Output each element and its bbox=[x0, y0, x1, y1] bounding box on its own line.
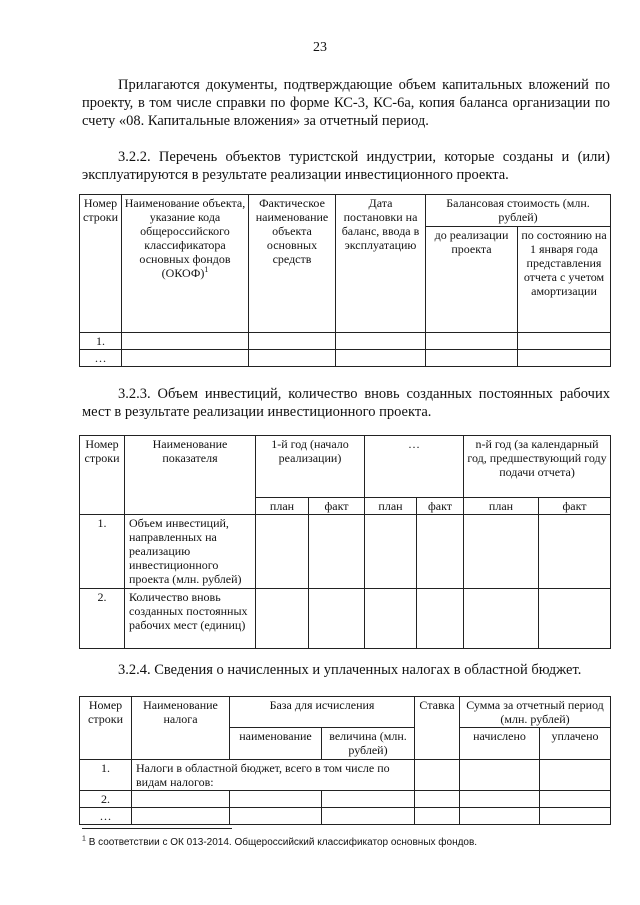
section-322-heading: 3.2.2. Перечень объектов туристской индустрии, которые созданы и (или) эксплуатируются в результате реализации инвестиционного проекта. bbox=[82, 149, 610, 183]
col-intermediate-years: … bbox=[365, 436, 464, 498]
row-number: … bbox=[80, 350, 122, 367]
table-row bbox=[80, 350, 611, 367]
col-tax-name: Наименование налога bbox=[132, 697, 230, 760]
col-base-name: наименование bbox=[230, 728, 322, 760]
col-plan: план bbox=[365, 498, 417, 515]
col-plan: план bbox=[256, 498, 309, 515]
table-row bbox=[80, 791, 611, 808]
page-number: 23 bbox=[313, 40, 327, 55]
row-number: 2. bbox=[80, 791, 132, 808]
row-number: 1. bbox=[80, 515, 125, 589]
col-fact: факт bbox=[309, 498, 365, 515]
col-plan: план bbox=[464, 498, 539, 515]
footnote-reference: 1 bbox=[204, 265, 209, 274]
row-label: Налоги в областной бюджет, всего в том числе по видам налогов: bbox=[132, 760, 415, 791]
col-accrued: начислено bbox=[460, 728, 540, 760]
col-actual-name: Фактическое наименование объекта основных средств bbox=[249, 195, 336, 333]
col-row-number: Номер строки bbox=[80, 436, 125, 515]
taxes-table bbox=[79, 696, 611, 825]
col-year-n: n-й год (за календарный год, предшествующий году подачи отчета) bbox=[464, 436, 611, 498]
footnote-separator bbox=[82, 828, 232, 829]
col-base-value: величина (млн. рублей) bbox=[322, 728, 415, 760]
col-sum: Сумма за отчетный период (млн. рублей) bbox=[460, 697, 611, 728]
row-number: 1. bbox=[80, 760, 132, 791]
row-number: 1. bbox=[80, 333, 122, 350]
col-row-number: Номер строки bbox=[80, 697, 132, 760]
investments-table bbox=[79, 435, 611, 649]
col-year-1: 1-й год (начало реализации) bbox=[256, 436, 365, 498]
col-indicator: Наименование показателя bbox=[125, 436, 256, 515]
row-number: 2. bbox=[80, 589, 125, 649]
col-fact: факт bbox=[417, 498, 464, 515]
col-paid: уплачено bbox=[540, 728, 611, 760]
col-row-number: Номер строки bbox=[80, 195, 122, 333]
footnote-mark: 1 bbox=[82, 835, 86, 843]
col-balance-value: Балансовая стоимость (млн. рублей) bbox=[426, 195, 611, 227]
col-rate: Ставка bbox=[415, 697, 460, 760]
row-label: Количество вновь созданных постоянных рабочих мест (единиц) bbox=[125, 589, 256, 649]
col-object-name: Наименование объекта, указание кода общероссийского классификатора основных фондов (ОКОФ)$^1$ bbox=[122, 195, 249, 333]
table-row bbox=[80, 808, 611, 825]
intro-paragraph: Прилагаются документы, подтверждающие объем капитальных вложений по проекту, в том числе справки по форме КС-3, КС-6а, копия баланса организации по счету «08. Капитальные вложения» за отчетный период. bbox=[82, 77, 610, 129]
col-fact: факт bbox=[539, 498, 611, 515]
row-number: … bbox=[80, 808, 132, 825]
col-base: База для исчисления bbox=[230, 697, 415, 728]
col-balance-date: Дата постановки на баланс, ввода в эксплуатацию bbox=[336, 195, 426, 333]
table-row bbox=[80, 333, 611, 350]
table-row bbox=[80, 515, 611, 589]
col-as-of-january: по состоянию на 1 января года представления отчета с учетом амортизации bbox=[518, 227, 611, 333]
table-row bbox=[80, 589, 611, 649]
section-324-heading: 3.2.4. Сведения о начисленных и уплаченных налогах в областной бюджет. bbox=[118, 662, 582, 678]
col-before-project: до реализации проекта bbox=[426, 227, 518, 333]
footnote: $^1$ В соответствии с ОК 013-2014. Общероссийский классификатор основных фондов. bbox=[82, 835, 478, 848]
row-label: Объем инвестиций, направленных на реализацию инвестиционного проекта (млн. рублей) bbox=[125, 515, 256, 589]
objects-table bbox=[79, 194, 611, 367]
table-row bbox=[80, 760, 611, 791]
section-323-heading: 3.2.3. Объем инвестиций, количество вновь созданных постоянных рабочих мест в результате реализации инвестиционного проекта. bbox=[82, 386, 610, 420]
